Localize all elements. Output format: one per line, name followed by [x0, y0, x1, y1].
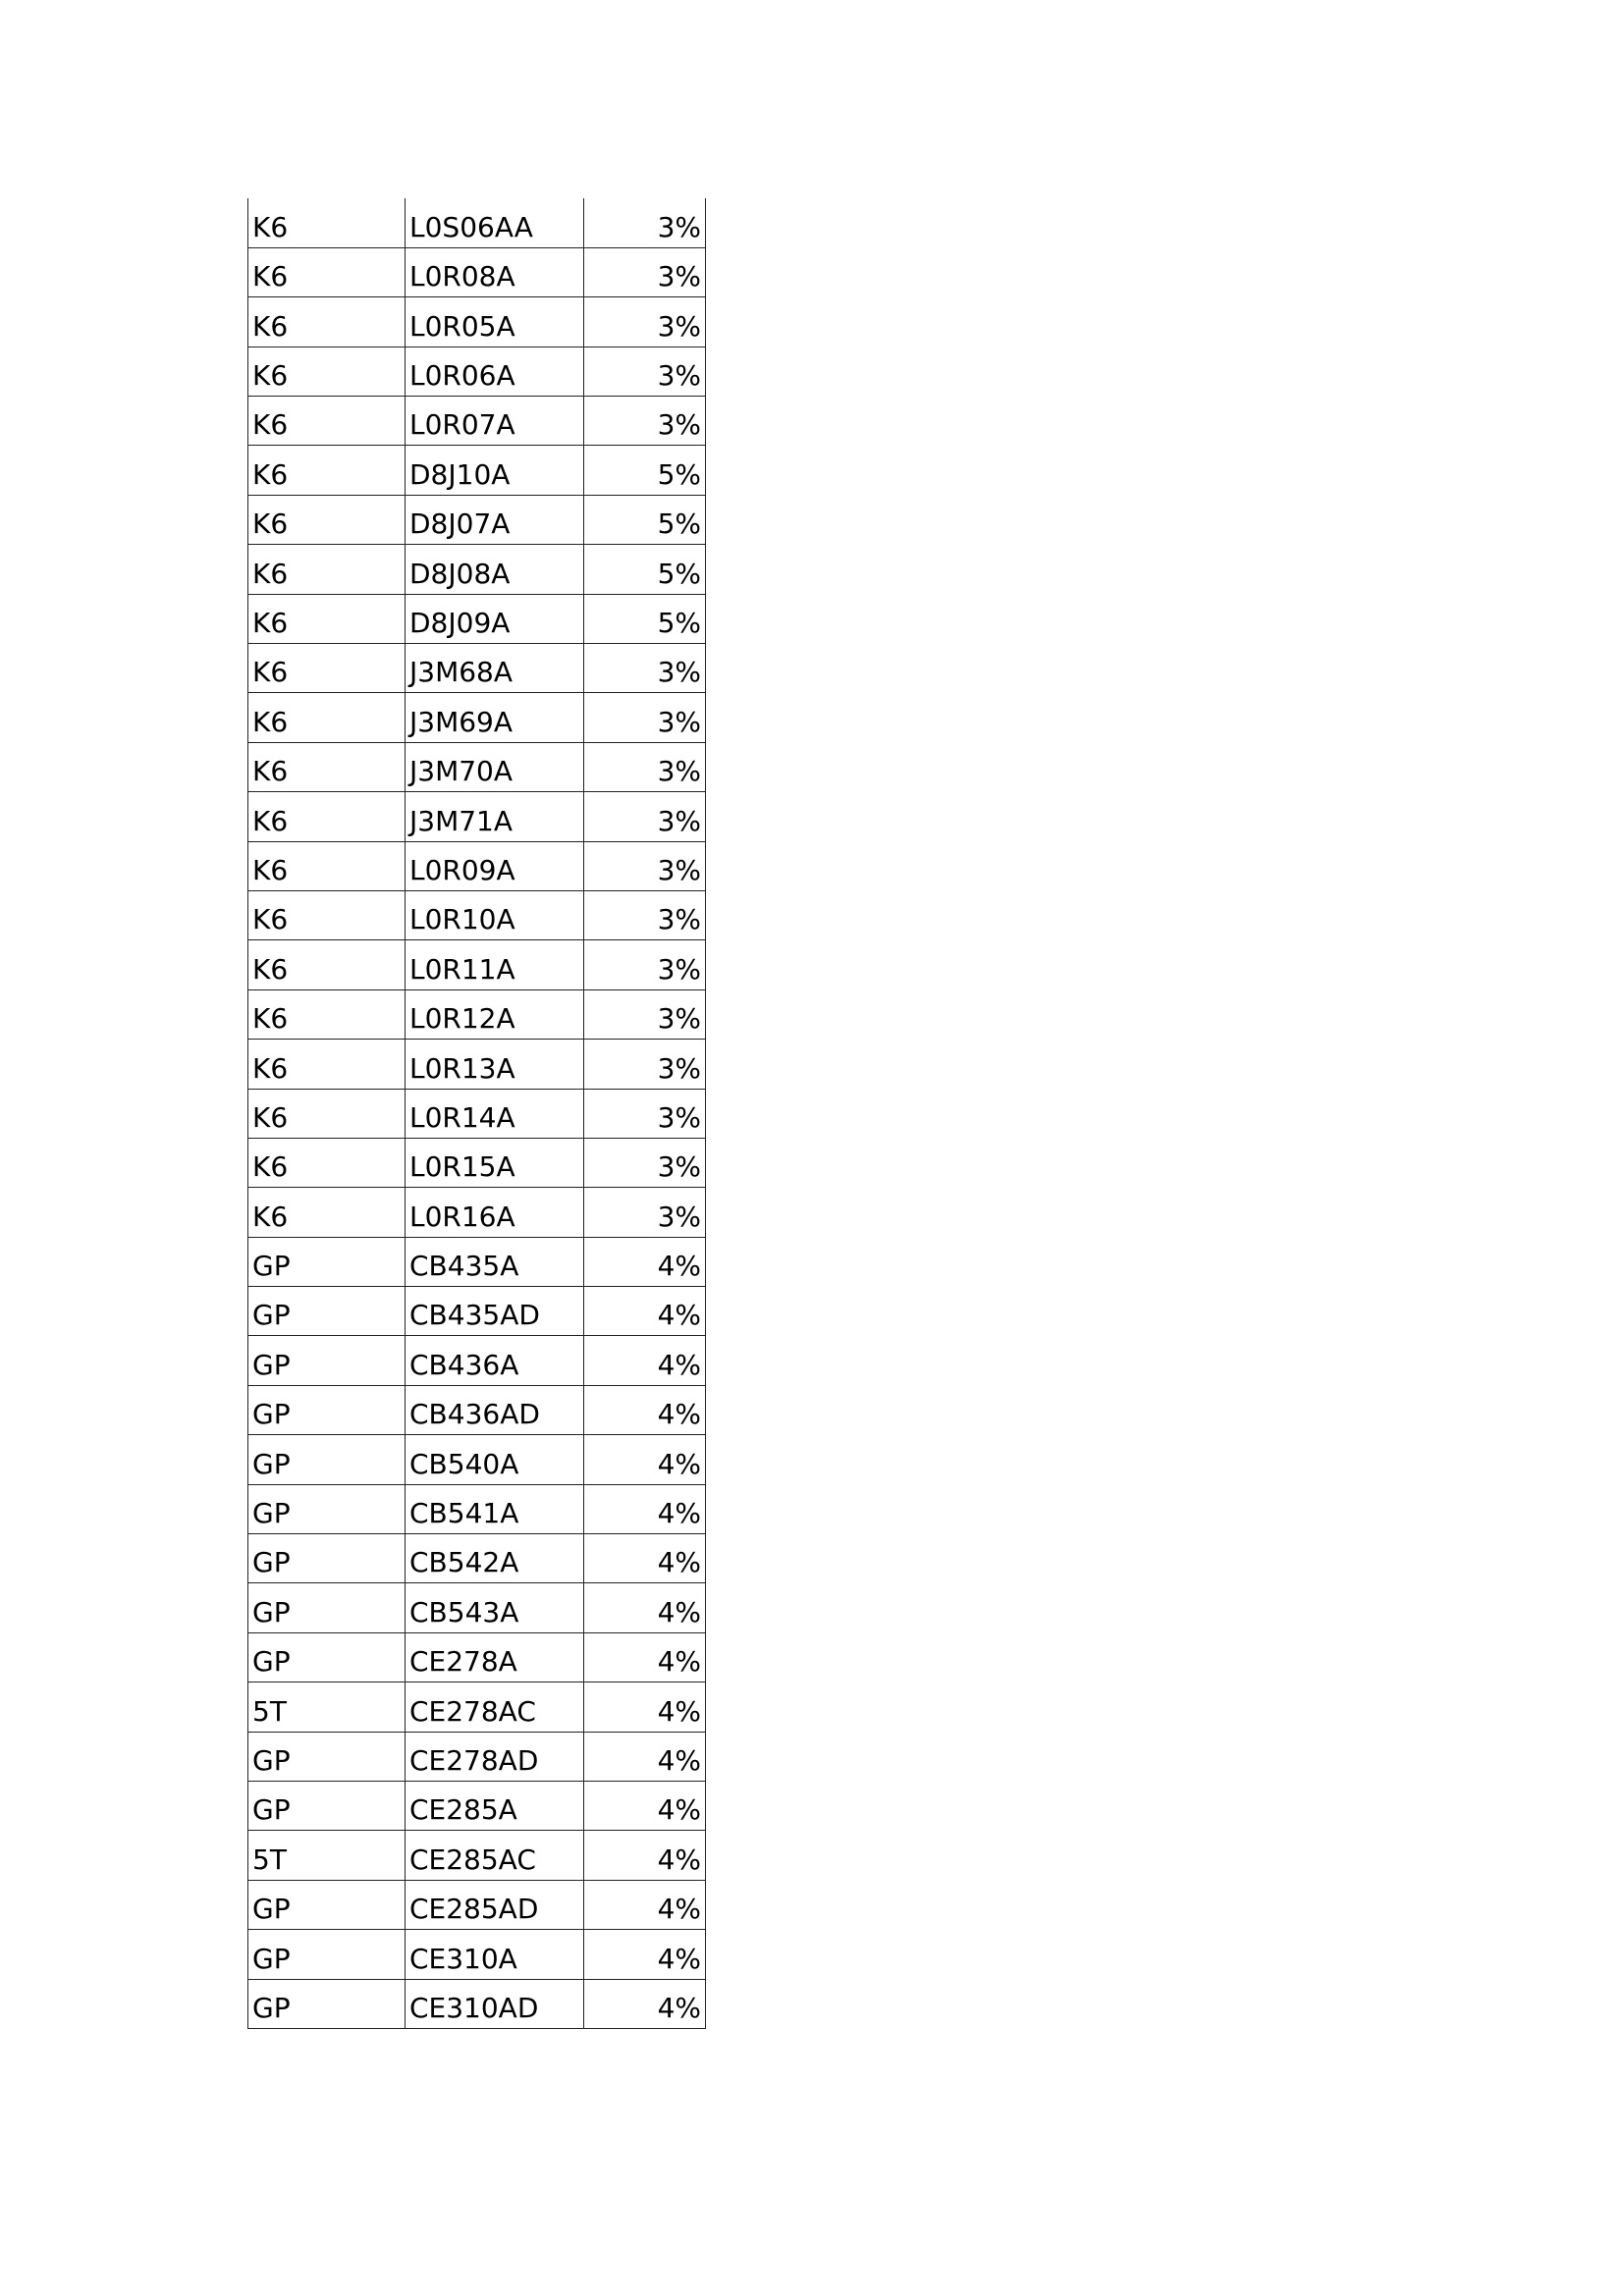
- group-code-cell: K6: [248, 545, 406, 594]
- percentage-cell: 3%: [584, 989, 706, 1039]
- percentage-cell: 3%: [584, 841, 706, 890]
- percentage-cell: 3%: [584, 940, 706, 989]
- percentage-cell: 5%: [584, 495, 706, 544]
- percentage-cell: 4%: [584, 1782, 706, 1831]
- table-row: [248, 940, 706, 989]
- table-row: [248, 792, 706, 841]
- table-row: [248, 1583, 706, 1632]
- group-code-cell: K6: [248, 644, 406, 693]
- group-code-cell: GP: [248, 1583, 406, 1632]
- table-row: [248, 1188, 706, 1237]
- table-row: [248, 1287, 706, 1336]
- part-number-cell: J3M71A: [406, 792, 584, 841]
- part-number-cell: CB540A: [406, 1435, 584, 1484]
- part-number-cell: CE285AD: [406, 1880, 584, 1929]
- table-row: [248, 644, 706, 693]
- table-row: [248, 1632, 706, 1682]
- percentage-cell: 3%: [584, 297, 706, 347]
- group-code-cell: 5T: [248, 1831, 406, 1880]
- part-number-cell: L0R05A: [406, 297, 584, 347]
- table-row: [248, 1880, 706, 1929]
- percentage-cell: 3%: [584, 1138, 706, 1187]
- part-number-cell: L0R16A: [406, 1188, 584, 1237]
- percentage-cell: 4%: [584, 1237, 706, 1286]
- percentage-cell: 3%: [584, 890, 706, 939]
- part-number-cell: CE278A: [406, 1632, 584, 1682]
- percentage-cell: 4%: [584, 1682, 706, 1732]
- part-number-cell: CE310A: [406, 1930, 584, 1979]
- group-code-cell: K6: [248, 198, 406, 247]
- part-number-cell: J3M70A: [406, 742, 584, 791]
- percentage-cell: 4%: [584, 1831, 706, 1880]
- percentage-cell: 3%: [584, 742, 706, 791]
- group-code-cell: K6: [248, 247, 406, 296]
- table-row: [248, 1385, 706, 1434]
- part-number-cell: CB543A: [406, 1583, 584, 1632]
- part-number-cell: CB435AD: [406, 1287, 584, 1336]
- group-code-cell: K6: [248, 495, 406, 544]
- percentage-cell: 5%: [584, 446, 706, 495]
- percentage-cell: 4%: [584, 1583, 706, 1632]
- table-row: [248, 247, 706, 296]
- table-row: [248, 1484, 706, 1533]
- table-row: [248, 495, 706, 544]
- table-body: [248, 198, 706, 2028]
- part-number-cell: CE278AC: [406, 1682, 584, 1732]
- table-row: [248, 1732, 706, 1781]
- part-number-cell: CE285AC: [406, 1831, 584, 1880]
- percentage-cell: 3%: [584, 1188, 706, 1237]
- table-row: [248, 1040, 706, 1089]
- group-code-cell: GP: [248, 1385, 406, 1434]
- table-row: [248, 594, 706, 643]
- part-number-cell: CB435A: [406, 1237, 584, 1286]
- group-code-cell: K6: [248, 989, 406, 1039]
- group-code-cell: K6: [248, 1188, 406, 1237]
- product-table: [247, 198, 706, 2029]
- part-number-cell: CB541A: [406, 1484, 584, 1533]
- part-number-cell: L0R15A: [406, 1138, 584, 1187]
- table-row: [248, 1979, 706, 2028]
- percentage-cell: 4%: [584, 1930, 706, 1979]
- percentage-cell: 4%: [584, 1385, 706, 1434]
- group-code-cell: GP: [248, 1930, 406, 1979]
- group-code-cell: K6: [248, 446, 406, 495]
- part-number-cell: CE310AD: [406, 1979, 584, 2028]
- table-row: [248, 1782, 706, 1831]
- group-code-cell: K6: [248, 841, 406, 890]
- table-row: [248, 1831, 706, 1880]
- group-code-cell: K6: [248, 594, 406, 643]
- part-number-cell: D8J09A: [406, 594, 584, 643]
- group-code-cell: K6: [248, 792, 406, 841]
- table-row: [248, 841, 706, 890]
- group-code-cell: K6: [248, 890, 406, 939]
- part-number-cell: L0R07A: [406, 397, 584, 446]
- group-code-cell: K6: [248, 1040, 406, 1089]
- part-number-cell: L0R12A: [406, 989, 584, 1039]
- group-code-cell: K6: [248, 742, 406, 791]
- percentage-cell: 3%: [584, 247, 706, 296]
- part-number-cell: L0R10A: [406, 890, 584, 939]
- percentage-cell: 4%: [584, 1336, 706, 1385]
- percentage-cell: 3%: [584, 347, 706, 396]
- part-number-cell: L0R08A: [406, 247, 584, 296]
- table-row: [248, 1534, 706, 1583]
- group-code-cell: GP: [248, 1336, 406, 1385]
- percentage-cell: 4%: [584, 1534, 706, 1583]
- percentage-cell: 4%: [584, 1287, 706, 1336]
- percentage-cell: 3%: [584, 198, 706, 247]
- group-code-cell: GP: [248, 1782, 406, 1831]
- table-row: [248, 1089, 706, 1138]
- table-row: [248, 446, 706, 495]
- part-number-cell: CB542A: [406, 1534, 584, 1583]
- group-code-cell: GP: [248, 1287, 406, 1336]
- group-code-cell: GP: [248, 1979, 406, 2028]
- percentage-cell: 3%: [584, 693, 706, 742]
- table-row: [248, 198, 706, 247]
- percentage-cell: 3%: [584, 397, 706, 446]
- group-code-cell: K6: [248, 297, 406, 347]
- percentage-cell: 4%: [584, 1979, 706, 2028]
- table-row: [248, 1435, 706, 1484]
- part-number-cell: L0R14A: [406, 1089, 584, 1138]
- table-row: [248, 989, 706, 1039]
- group-code-cell: GP: [248, 1435, 406, 1484]
- percentage-cell: 4%: [584, 1732, 706, 1781]
- part-number-cell: L0R09A: [406, 841, 584, 890]
- percentage-cell: 4%: [584, 1632, 706, 1682]
- group-code-cell: GP: [248, 1880, 406, 1929]
- percentage-cell: 4%: [584, 1435, 706, 1484]
- group-code-cell: K6: [248, 1138, 406, 1187]
- table-row: [248, 1336, 706, 1385]
- table-row: [248, 347, 706, 396]
- part-number-cell: D8J08A: [406, 545, 584, 594]
- part-number-cell: CE278AD: [406, 1732, 584, 1781]
- percentage-cell: 5%: [584, 594, 706, 643]
- group-code-cell: GP: [248, 1237, 406, 1286]
- table-row: [248, 1237, 706, 1286]
- group-code-cell: GP: [248, 1484, 406, 1533]
- group-code-cell: K6: [248, 1089, 406, 1138]
- part-number-cell: CB436A: [406, 1336, 584, 1385]
- part-number-cell: L0R11A: [406, 940, 584, 989]
- group-code-cell: K6: [248, 693, 406, 742]
- table-row: [248, 742, 706, 791]
- percentage-cell: 3%: [584, 1089, 706, 1138]
- percentage-cell: 4%: [584, 1880, 706, 1929]
- part-number-cell: L0R06A: [406, 347, 584, 396]
- table-row: [248, 1138, 706, 1187]
- part-number-cell: D8J10A: [406, 446, 584, 495]
- part-number-cell: CE285A: [406, 1782, 584, 1831]
- group-code-cell: GP: [248, 1732, 406, 1781]
- table-row: [248, 1930, 706, 1979]
- part-number-cell: L0S06AA: [406, 198, 584, 247]
- table-row: [248, 545, 706, 594]
- part-number-cell: L0R13A: [406, 1040, 584, 1089]
- part-number-cell: CB436AD: [406, 1385, 584, 1434]
- table-row: [248, 1682, 706, 1732]
- percentage-cell: 4%: [584, 1484, 706, 1533]
- group-code-cell: GP: [248, 1534, 406, 1583]
- group-code-cell: K6: [248, 397, 406, 446]
- table-row: [248, 890, 706, 939]
- percentage-cell: 3%: [584, 1040, 706, 1089]
- group-code-cell: K6: [248, 940, 406, 989]
- part-number-cell: D8J07A: [406, 495, 584, 544]
- percentage-cell: 3%: [584, 644, 706, 693]
- part-number-cell: J3M68A: [406, 644, 584, 693]
- group-code-cell: K6: [248, 347, 406, 396]
- percentage-cell: 5%: [584, 545, 706, 594]
- part-number-cell: J3M69A: [406, 693, 584, 742]
- table-row: [248, 397, 706, 446]
- group-code-cell: 5T: [248, 1682, 406, 1732]
- group-code-cell: GP: [248, 1632, 406, 1682]
- percentage-cell: 3%: [584, 792, 706, 841]
- table-row: [248, 297, 706, 347]
- table-row: [248, 693, 706, 742]
